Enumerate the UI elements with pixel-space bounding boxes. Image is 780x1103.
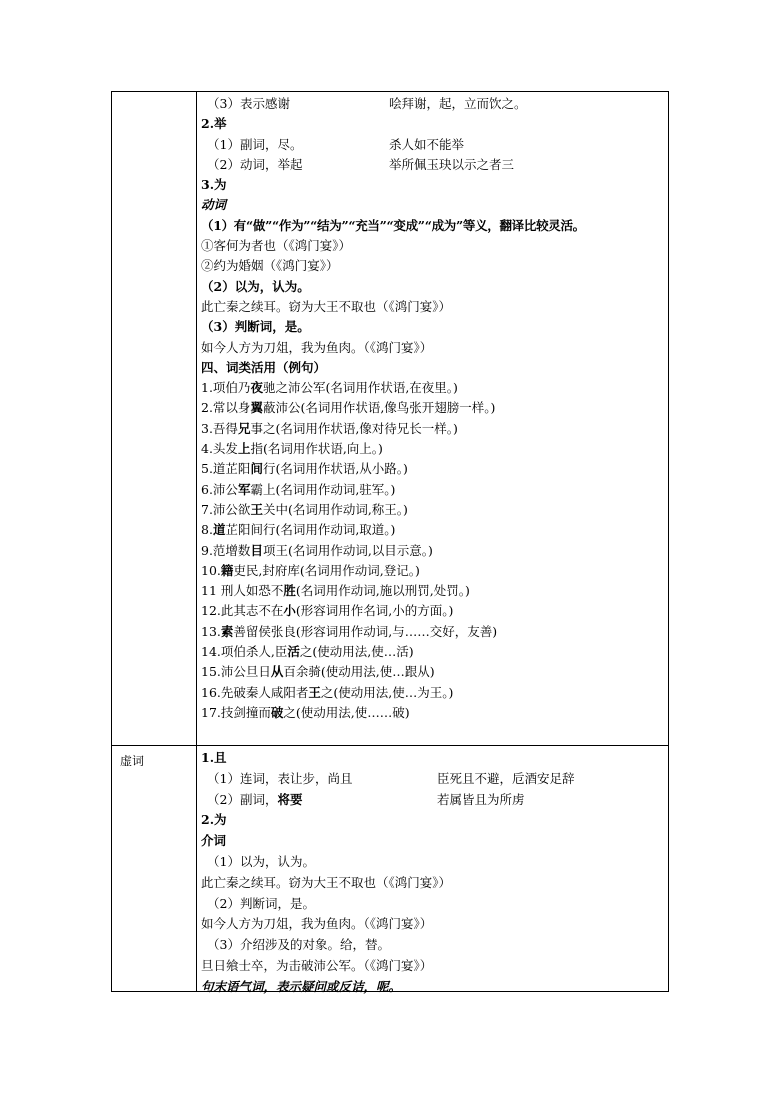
meaning-line: （3）介绍涉及的对象。给，替。 [207, 937, 390, 953]
part-of-speech-label: 介词 [201, 833, 227, 849]
usage-item: 16.先破秦人咸阳者王之(使动用法,使…为王。) [201, 684, 454, 700]
example-line: 旦日飨士卒，为击破沛公军。（《鸿门宴》） [201, 957, 433, 973]
column-divider [196, 92, 197, 745]
example-line: 如今人方为刀俎，我为鱼肉。（《鸿门宴》） [201, 339, 433, 355]
usage-item: 11 刑人如恐不胜(名词用作动词,施以刑罚,处罚。) [201, 583, 470, 599]
heading-wei: 3.为 [201, 177, 227, 193]
meaning-line: （3）表示感谢 哙拜谢，起，立而饮之。 [207, 96, 527, 111]
usage-item: 8.道芷阳间行(名词用作动词,取道。) [201, 522, 396, 538]
content-cell [201, 94, 664, 723]
example-line: ②约为婚姻（《鸿门宴》） [201, 258, 339, 274]
column-divider [196, 746, 197, 991]
usage-item: 15.沛公旦日从百余骑(使动用法,使…跟从) [201, 664, 435, 680]
usage-item: 4.头发上指(名词用作状语,向上。) [201, 441, 383, 457]
usage-item: 12.此其志不在小(形容词用作名词,小的方面。) [201, 603, 454, 619]
usage-item: 5.道芷阳间行(名词用作状语,从小路。) [201, 461, 408, 477]
usage-item: 3.吾得兄事之(名词用作状语,像对待兄长一样。) [201, 420, 458, 436]
example-line: ①客何为者也（《鸿门宴》） [201, 238, 352, 254]
row-label-xuci: 虚词 [120, 754, 145, 768]
meaning-line: （1）以为，认为。 [207, 853, 315, 869]
usage-item: 14.项伯杀人,臣活之(使动用法,使…活) [201, 644, 414, 660]
meaning-line: （2）判断词，是。 [207, 895, 315, 911]
usage-item: 6.沛公军霸上(名词用作动词,驻军。) [201, 481, 396, 497]
meaning-line: （2）副词，将要 若属皆且为所虏 [207, 791, 525, 807]
part-of-speech-label: 动词 [201, 197, 227, 213]
final-note: 句末语气词，表示疑问或反诘，呢。 [201, 978, 402, 994]
heading-qie: 1.且 [201, 750, 227, 765]
meaning-line: （1）有“做”“作为”“结为”“充当”“变成”“成为”等义，翻译比较灵活。 [201, 217, 585, 233]
content-table [111, 91, 669, 992]
example-line: 此亡秦之续耳。窃为大王不取也（《鸿门宴》） [201, 874, 452, 890]
usage-item: 7.沛公欲王关中(名词用作动词,称王。) [201, 501, 408, 517]
example-line: 如今人方为刀俎，我为鱼肉。（《鸿门宴》） [201, 916, 433, 932]
meaning-line: （1）连词，表让步，尚且 臣死且不避，卮酒安足辞 [207, 770, 575, 786]
usage-item: 2.常以身翼蔽沛公(名词用作状语,像鸟张开翅膀一样。) [201, 400, 496, 416]
table-row-xuci [111, 746, 669, 992]
heading-ju: 2.举 [201, 116, 227, 132]
usage-item: 10.籍吏民,封府库(名词用作动词,登记。) [201, 562, 420, 578]
usage-item: 1.项伯乃夜驰之沛公军(名词用作状语,在夜里。) [201, 380, 458, 396]
usage-list [201, 378, 664, 723]
usage-item: 9.范增数目项王(名词用作动词,以目示意。) [201, 542, 433, 558]
usage-item: 13.素善留侯张良(形容词用作动词,与……交好，友善) [201, 623, 498, 639]
meaning-line: （2）动词，举起 举所佩玉玦以示之者三 [207, 156, 515, 172]
table-row-ciyi [111, 91, 669, 746]
heading-wei: 2.为 [201, 812, 227, 828]
usage-item: 17.技剑撞而破之(使动用法,使……破) [201, 704, 410, 720]
content-cell [201, 748, 664, 998]
meaning-line: （1）副词，尽。 杀人如不能举 [207, 136, 465, 152]
meaning-line: （3）判断词，是。 [201, 319, 310, 335]
meaning-line: （2）以为，认为。 [201, 278, 310, 294]
example-line: 此亡秦之续耳。窃为大王不取也（《鸿门宴》） [201, 298, 452, 314]
section-heading: 四、词类活用（例句） [201, 359, 327, 375]
